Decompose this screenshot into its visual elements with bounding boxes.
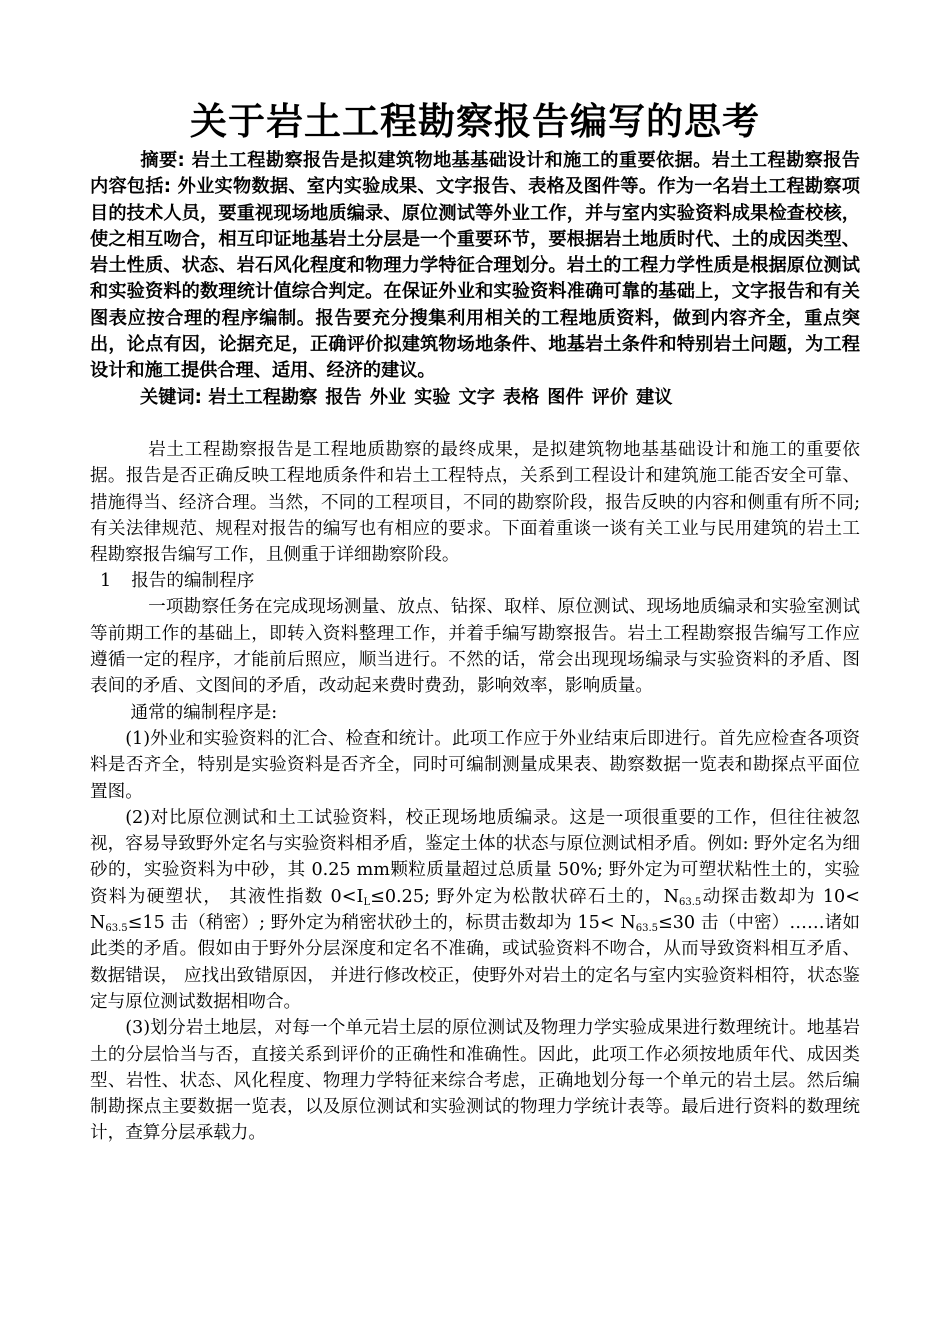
- keyword: 评价: [591, 386, 629, 408]
- document-page: [90, 96, 860, 1147]
- keyword: 建议: [636, 386, 673, 408]
- body-paragraph: 一项勘察任务在完成现场测量、放点、钻探、取样、原位测试、现场地质编录和实验室测试等前期工作的基础上，即转入资料整理工作，并着手编写勘察报告。岩土工程勘察报告编写工作应遵循一定的程序，才能前后照应，顺当进行。不然的话，常会出现现场编录与实验资料的矛盾、图表间的矛盾、文图间的矛盾，改动起来费时费劲，影响效率，影响质量。: [90, 597, 860, 697]
- keyword: 岩土工程勘察: [208, 386, 318, 408]
- abstract-text: 岩土工程勘察报告是拟建筑物地基基础设计和施工的重要依据。岩土工程勘察报告内容包括: 外业实物数据、室内实验成果、文字报告、表格及图件等。作为一名岩土工程勘察项目的技术人员，要重视现场地质编录、原位测试等外业工作，并与室内实验资料成果检查校核，使之相互吻合，相互印证地基岩土分层是一个重要环节，要根据岩土地质时代、土的成因类型、岩土性质、状态、岩石风化程度和物理力学特征合理划分。岩土的工程力学性质是根据原位测试和实验资料的数理统计值综合判定。在保证外业和实验资料准确可靠的基础上，文字报告和有关图表应按合理的程序编制。报告要充分搜集利用相关的工程地质资料，做到内容齐全，重点突出，论点有因，论据充足，正确评价拟建筑物场地条件、地基岩土条件和特别岩土问题，为工程设计和施工提供合理、适用、经济的建议。: [90, 150, 860, 382]
- list-item-1: (1)外业和实验资料的汇合、检查和统计。此项工作应于外业结束后即进行。首先应检查各项资料是否齐全，特别是实验资料是否齐全，同时可编制测量成果表、勘察数据一览表和勘探点平面位置图。: [90, 728, 860, 802]
- list-item-text: ≤15 击（稍密）; 野外定为稍密状砂土的，标贯击数却为 15< N: [127, 913, 636, 934]
- keywords-line: [90, 385, 860, 411]
- subscript: 63.5: [635, 923, 658, 935]
- list-item-text: 动探击数却为 10< N: [90, 886, 860, 934]
- keywords-label: 关键词:: [140, 386, 202, 408]
- list-item-text: (2)对比原位测试和土工试验资料，校正现场地质编录。这是一项很重要的工作，但往往被忽视，容易导致野外定名与实验资料相矛盾，鉴定土体的状态与原位测试相矛盾。例如: 野外定名为细砂的，实验资料为中砂，其 0.25 mm颗粒质量超过总质量 50%; 野外定为可塑状粘性土的，实验资料为硬塑状， 其液性指数 0<I: [90, 807, 860, 907]
- intro-paragraph: 岩土工程勘察报告是工程地质勘察的最终成果，是拟建筑物地基基础设计和施工的重要依据。报告是否正确反映工程地质条件和岩土工程特点，关系到工程设计和建筑施工能否安全可靠、措施得当、经济合理。当然，不同的工程项目，不同的勘察阶段，报告反映的内容和侧重有所不同;有关法律规范、规程对报告的编写也有相应的要求。下面着重谈一谈有关工业与民用建筑的岩土工程勘察报告编写工作，且侧重于详细勘察阶段。: [90, 439, 860, 566]
- subscript: L: [363, 896, 371, 908]
- keyword: 表格: [502, 386, 540, 408]
- section-heading: [90, 568, 860, 594]
- section-number: 1: [100, 571, 112, 592]
- keyword: 文字: [458, 386, 495, 408]
- list-item-3: (3)划分岩土地层，对每一个单元岩土层的原位测试及物理力学实验成果进行数理统计。地基岩土的分层恰当与否，直接关系到评价的正确性和准确性。因此，此项工作必须按地质年代、成因类型、岩性、状态、风化程度、物理力学特征来综合考虑，正确地划分每一个单元的岩土层。然后编制勘探点主要数据一览表，以及原位测试和实验测试的物理力学统计表等。最后进行资料的数理统计，查算分层承载力。: [90, 1018, 860, 1144]
- paper-title: 关于岩土工程勘察报告编写的思考: [190, 100, 760, 143]
- list-item-text: ≤30 击（中密）……诸如此类的矛盾。假如由于野外分层深度和定名不准确，或试验资料不吻合，从而导致资料相互矛盾、数据错误， 应找出致错原因， 并进行修改校正，使野外对岩土的定名与室内实验资料相符，状态鉴定与原位测试数据相吻合。: [90, 913, 861, 1012]
- list-item-2: [90, 805, 860, 1015]
- section-title: 报告的编制程序: [131, 571, 255, 592]
- list-item-text: ≤0.25; 野外定为松散状碎石土的，N: [370, 886, 679, 907]
- abstract-label: 摘要:: [140, 150, 185, 171]
- body-paragraph: 通常的编制程序是:: [130, 702, 278, 723]
- keyword: 实验: [414, 386, 451, 408]
- subscript: 63.5: [105, 923, 128, 935]
- keyword: 外业: [369, 386, 407, 408]
- keyword: 报告: [325, 386, 362, 408]
- keyword: 图件: [547, 386, 584, 408]
- section-gap: [90, 411, 860, 437]
- subscript: 63.5: [679, 896, 702, 908]
- abstract: [90, 148, 860, 385]
